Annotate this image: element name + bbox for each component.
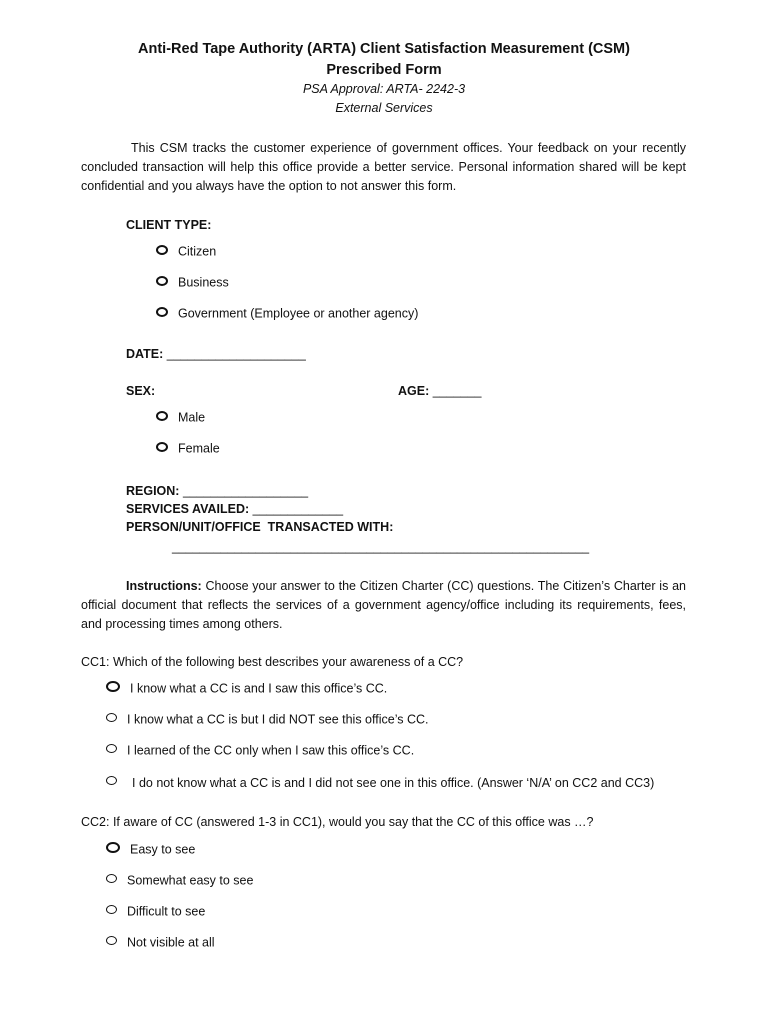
age-field[interactable]: AGE: _______: [398, 384, 482, 398]
cc1-question: CC1: Which of the following best describes your awareness of a CC?: [81, 655, 464, 669]
radio-circle-icon[interactable]: [156, 411, 168, 421]
radio-circle-icon[interactable]: [156, 276, 168, 286]
radio-circle-icon[interactable]: [106, 874, 117, 883]
client-type-label: CLIENT TYPE:: [126, 218, 212, 232]
date-field[interactable]: DATE: ____________________: [126, 347, 306, 361]
form-subtitle: Prescribed Form: [326, 62, 442, 78]
client-type-option-business[interactable]: Business: [156, 274, 229, 291]
cc2-question: CC2: If aware of CC (answered 1-3 in CC1), would you say that the CC of this office was …?: [81, 815, 594, 829]
intro-paragraph: This CSM tracks the customer experience of government offices. Your feedback on your recently concluded transaction will help this office provide a better service. Personal information shared will be kept confidential and you always have the option to not answer this form.: [81, 141, 686, 193]
cc1-option-1[interactable]: I know what a CC is and I saw this office’s CC.: [106, 680, 387, 697]
radio-circle-icon[interactable]: [106, 744, 117, 753]
cc1-option-3[interactable]: I learned of the CC only when I saw this office’s CC.: [106, 742, 414, 759]
service-type: External Services: [335, 101, 433, 115]
radio-circle-icon[interactable]: [156, 307, 168, 317]
radio-circle-icon[interactable]: [156, 442, 168, 452]
sex-option-female[interactable]: Female: [156, 440, 220, 457]
person-blank[interactable]: ____________________________________________________________: [172, 540, 590, 554]
radio-circle-icon[interactable]: [156, 245, 168, 255]
radio-circle-icon[interactable]: [106, 936, 117, 945]
sex-option-male[interactable]: Male: [156, 409, 205, 426]
radio-circle-icon[interactable]: [106, 905, 117, 914]
radio-circle-icon[interactable]: [106, 681, 120, 692]
cc1-option-4: I do not know what a CC is and I did not see one in this office. (Answer ‘N/A’ on CC2 and CC3): [132, 776, 655, 790]
psa-approval: PSA Approval: ARTA- 2242-3: [302, 82, 466, 96]
client-type-option-citizen[interactable]: Citizen: [156, 243, 216, 260]
region-field[interactable]: REGION: __________________: [126, 484, 309, 498]
cc1-option-4-radio[interactable]: [106, 774, 127, 790]
person-label: PERSON/UNIT/OFFICE TRANSACTED WITH:: [126, 520, 394, 534]
instructions-paragraph: Instructions: Choose your answer to the Citizen Charter (CC) questions. The Citizen’s Charter is an official document that reflects the services of a government agency/office including its requirements, fees, and processing times among others.: [81, 579, 686, 631]
region-blank[interactable]: __________________: [182, 484, 309, 498]
age-blank[interactable]: _______: [432, 384, 482, 398]
services-field[interactable]: SERVICES AVAILED: _____________: [126, 502, 344, 516]
cc2-option-1[interactable]: Easy to see: [106, 841, 195, 858]
cc2-option-3[interactable]: Difficult to see: [106, 903, 205, 920]
client-type-option-government[interactable]: Government (Employee or another agency): [156, 305, 418, 322]
sex-label: SEX:: [126, 384, 156, 398]
date-blank[interactable]: ____________________: [166, 347, 306, 361]
cc2-option-4[interactable]: Not visible at all: [106, 934, 215, 951]
radio-circle-icon[interactable]: [106, 842, 120, 853]
radio-circle-icon[interactable]: [106, 713, 117, 722]
cc2-option-2[interactable]: Somewhat easy to see: [106, 872, 253, 889]
form-title: Anti-Red Tape Authority (ARTA) Client Satisfaction Measurement (CSM): [138, 41, 630, 57]
cc1-option-2[interactable]: I know what a CC is but I did NOT see this office’s CC.: [106, 711, 429, 728]
services-blank[interactable]: _____________: [252, 502, 344, 516]
radio-circle-icon[interactable]: [106, 776, 117, 785]
